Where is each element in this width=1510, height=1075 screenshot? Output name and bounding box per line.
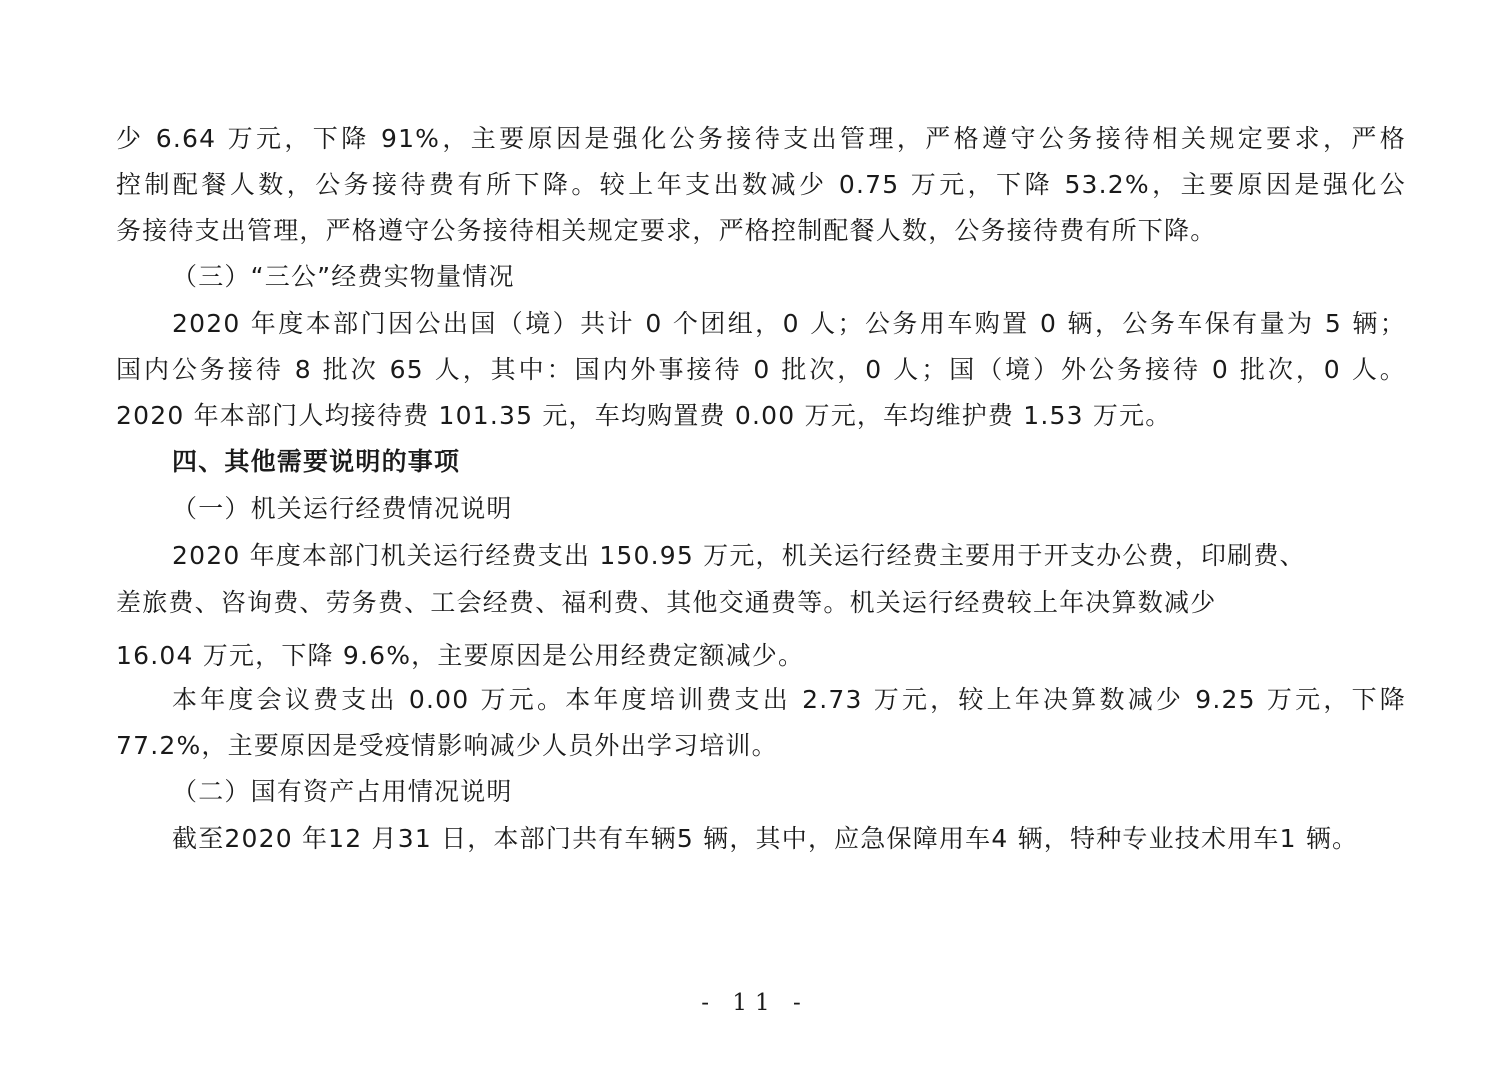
- section-subheading: （三）“三公”经费实物量情况: [172, 262, 515, 291]
- section-subheading: （二）国有资产占用情况说明: [172, 777, 513, 806]
- paragraph-line: 控制配餐人数，公务接待费有所下降。较上年支出数减少 0.75 万元，下降 53.2%，主要原因是强化公: [116, 170, 1406, 199]
- paragraph-line: 2020 年度本部门机关运行经费支出 150.95 万元，机关运行经费主要用于开支办公费，印刷费、: [172, 541, 1306, 570]
- paragraph-line: 16.04 万元，下降 9.6%，主要原因是公用经费定额减少。: [116, 641, 805, 670]
- paragraph-line: 少 6.64 万元，下降 91%，主要原因是强化公务接待支出管理，严格遵守公务接待相关规定要求，严格: [116, 124, 1406, 153]
- page-number: - 11 -: [701, 990, 809, 1016]
- paragraph-line: 截至2020 年12 月31 日，本部门共有车辆5 辆，其中，应急保障用车4 辆，特种专业技术用车1 辆。: [172, 824, 1359, 853]
- paragraph-line: 国内公务接待 8 批次 65 人，其中：国内外事接待 0 批次，0 人；国（境）外公务接待 0 批次，0 人。: [116, 355, 1406, 384]
- section-heading: 四、其他需要说明的事项: [172, 447, 461, 476]
- section-subheading: （一）机关运行经费情况说明: [172, 494, 513, 523]
- paragraph-line: 差旅费、咨询费、劳务费、工会经费、福利费、其他交通费等。机关运行经费较上年决算数减少: [116, 588, 1217, 617]
- paragraph-line: 2020 年度本部门因公出国（境）共计 0 个团组，0 人；公务用车购置 0 辆，公务车保有量为 5 辆；: [172, 309, 1406, 338]
- paragraph-line: 2020 年本部门人均接待费 101.35 元，车均购置费 0.00 万元，车均维护费 1.53 万元。: [116, 401, 1172, 430]
- paragraph-line: 务接待支出管理，严格遵守公务接待相关规定要求，严格控制配餐人数，公务接待费有所下降。: [116, 216, 1217, 245]
- paragraph-line: 77.2%，主要原因是受疫情影响减少人员外出学习培训。: [116, 731, 778, 760]
- paragraph-line: 本年度会议费支出 0.00 万元。本年度培训费支出 2.73 万元，较上年决算数减少 9.25 万元，下降: [172, 685, 1406, 714]
